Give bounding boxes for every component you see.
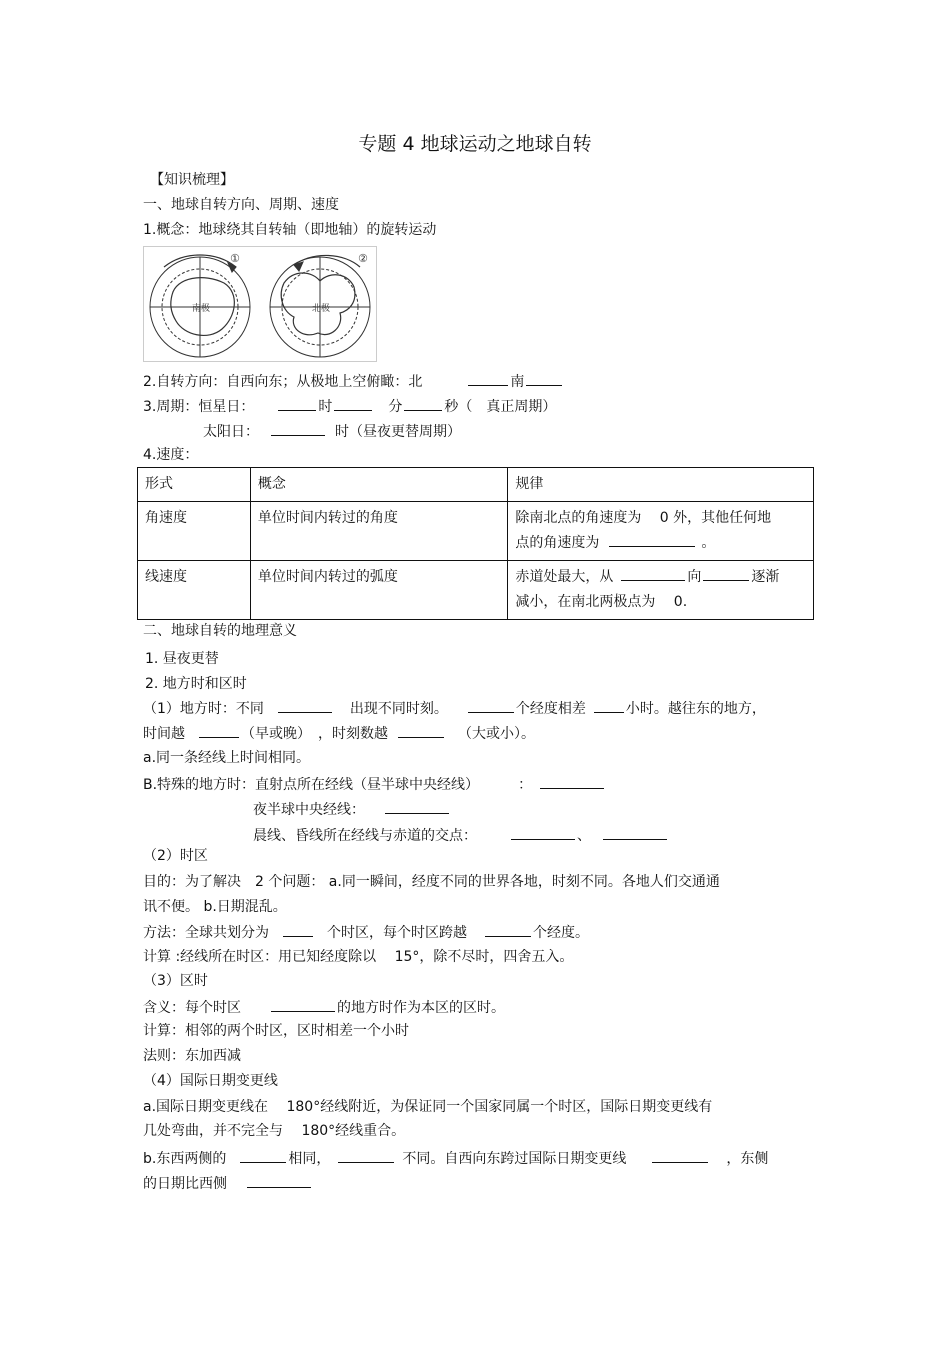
zone-time-meaning-line [143,997,505,1017]
figure-label-2: ② [358,252,368,265]
date-line-b-text: 不同。自西向东跨过国际日期变更线 [402,1151,627,1167]
blank-central-meridian[interactable] [271,997,335,1012]
solar-unit: 时（昼夜更替周期） [335,424,461,440]
table-cell-rule [508,502,814,561]
direction-south-text: 南 [510,374,525,390]
blank-big-small[interactable] [398,723,444,738]
purpose-line: 目的：为了解决 2 个问题： a.同一瞬间，经度不同的世界各地，时刻不同。各地人们交通通 [143,874,720,890]
earlier-text: （早或晚） ，时刻数越 [241,726,388,742]
method-text: 个时区，每个时区跨越 [327,925,467,941]
table-cell-concept: 单位时间内转过的角度 [250,502,508,561]
direction-text: 2.自转方向：自西向东；从极地上空俯瞰：北 [143,374,423,390]
date-line-b-text: b.东西两侧的 [143,1151,227,1167]
time-zone-heading: （2）时区 [143,848,208,864]
earlier-later-line [143,723,535,743]
special-time-text: B.特殊的地方时：直射点所在经线（昼半球中央经线） [143,777,473,793]
speed-heading: 4.速度： [143,447,199,463]
zone-time-calc-line: 计算：相邻的两个时区，区时相差一个小时 [143,1023,409,1039]
item-day-night: 1. 昼夜更替 [145,651,219,667]
local-time-text: 出现不同时刻。 [349,701,448,717]
blank-hours-diff[interactable] [594,698,624,713]
table-row [138,502,814,561]
period-sidereal-line [143,396,556,416]
second-unit: 秒（ 真正周期） [444,399,557,415]
section-two-heading: 二、地球自转的地理意义 [143,623,297,639]
terminator-line [253,825,669,845]
hour-unit: 时 [318,399,333,415]
method-text: 方法：全球共划分为 [143,925,269,941]
blank-dawn-time[interactable] [511,825,575,840]
page-title: 专题 4 地球运动之地球自转 [358,133,592,155]
table-row [138,561,814,620]
blank-linear-to[interactable] [703,566,749,581]
table-cell-form: 线速度 [138,561,251,620]
blank-north[interactable] [468,371,508,386]
date-line-b-text: 相同， [288,1151,331,1167]
date-line-a-cont: 几处弯曲，并不完全与 180°经线重合。 [143,1123,406,1139]
date-line-b [143,1148,768,1168]
meaning-text: 含义：每个时区 [143,1000,241,1016]
same-meridian-line: a.同一条经线上时间相同。 [143,750,311,766]
north-pole-label: 北极 [312,304,331,314]
blank-early-late[interactable] [199,723,239,738]
polar-view-illustration [144,247,376,361]
minute-unit: 分 [388,399,403,415]
rule-text: 除南北点的角速度为 0 外，其他任何地 [515,510,772,526]
terminator-sep: 、 [577,828,591,844]
table-header: 概念 [250,468,508,502]
blank-dusk-time[interactable] [603,825,667,840]
method-line [143,922,589,942]
table-cell-concept: 单位时间内转过的弧度 [250,561,508,620]
concept-line: 1.概念：地球绕其自转轴（即地轴）的旋转运动 [143,222,437,238]
zone-time-heading: （3）区时 [143,973,208,989]
rotation-diagram [143,246,377,362]
blank-longitude[interactable] [278,698,332,713]
period-solar-line [203,421,461,441]
special-time-colon: ： [518,777,533,793]
rule-text: 赤道处最大，从 [515,569,614,585]
figure-label-1: ① [230,252,240,265]
blank-crossing-change[interactable] [652,1148,708,1163]
earlier-text: 时间越 [143,726,185,742]
speed-table [137,467,814,620]
terminator-text: 晨线、昏线所在经线与赤道的交点： [253,828,477,844]
blank-sidereal-hours[interactable] [278,396,316,411]
direction-line [143,371,564,391]
date-line-b-cont [143,1173,313,1193]
table-header-row [138,468,814,502]
blank-south[interactable] [526,371,562,386]
blank-sidereal-minutes[interactable] [334,396,372,411]
blank-zone-width[interactable] [485,922,531,937]
earlier-text: （大或小）。 [458,726,535,742]
blank-noon-time[interactable] [540,774,604,789]
local-time-text: 小时。越往东的地方， [625,701,766,717]
rule-text: 向 [687,569,702,585]
south-pole-label: 南极 [192,304,211,314]
blank-sidereal-seconds[interactable] [404,396,442,411]
local-time-text: （1）地方时：不同 [143,701,264,717]
midnight-text: 夜半球中央经线： [253,802,365,818]
section-one-heading: 一、地球自转方向、周期、速度 [143,197,339,213]
table-header: 规律 [508,468,814,502]
meaning-text: 的地方时作为本区的区时。 [337,1000,505,1016]
zone-time-rule-line: 法则：东加西减 [143,1048,241,1064]
midnight-line [253,799,451,819]
local-time-line [143,698,766,718]
sidereal-label: 3.周期：恒星日： [143,399,255,415]
blank-degrees[interactable] [468,698,514,713]
blank-angular-speed[interactable] [609,532,695,547]
date-line-b-text: ，东侧 [726,1151,769,1167]
solar-label: 太阳日： [203,424,259,440]
blank-date-compare[interactable] [247,1173,311,1188]
blank-midnight-time[interactable] [385,799,449,814]
rule-text: 减小，在南北两极点为 0. [515,594,688,610]
local-time-text: 个经度相差 [515,701,586,717]
blank-solar-hours[interactable] [271,421,325,436]
section-knowledge-heading: 【知识梳理】 [150,172,234,188]
calc-zone-line: 计算 :经线所在时区：用已知经度除以 15°，除不尽时，四舍五入。 [143,949,574,965]
date-line-a: a.国际日期变更线在 180°经线附近，为保证同一个国家同属一个时区，国际日期变更线有 [143,1099,713,1115]
blank-same[interactable] [240,1148,286,1163]
date-compare-text: 的日期比西侧 [143,1176,227,1192]
rule-text: 逐渐 [751,569,780,585]
purpose-line-cont: 讯不便。 b.日期混乱。 [143,899,287,915]
method-text: 个经度。 [533,925,589,941]
table-cell-form: 角速度 [138,502,251,561]
table-cell-rule [508,561,814,620]
rule-text: 。 [701,535,716,551]
date-line-heading: （4）国际日期变更线 [143,1073,278,1089]
table-header: 形式 [138,468,251,502]
special-time-line [143,774,606,794]
rule-text: 点的角速度为 [515,535,600,551]
blank-zone-count[interactable] [283,922,313,937]
blank-different[interactable] [338,1148,394,1163]
item-local-zone-time: 2. 地方时和区时 [145,676,247,692]
blank-linear-from[interactable] [621,566,685,581]
